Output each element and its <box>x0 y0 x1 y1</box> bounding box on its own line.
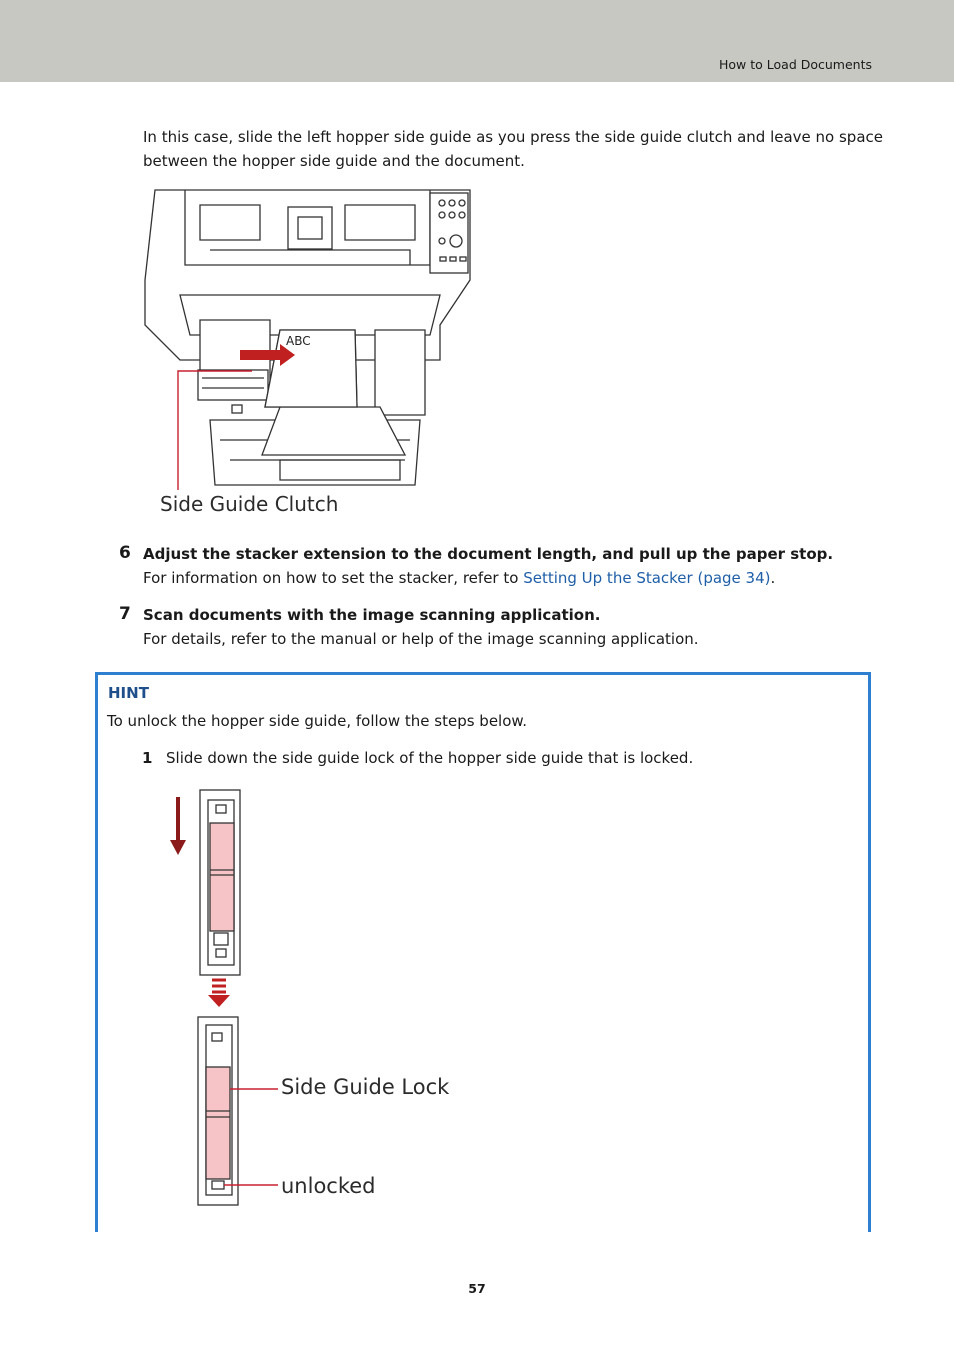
side-guide-clutch-label: Side Guide Clutch <box>160 492 339 516</box>
side-guide-lock-illustration <box>160 785 480 1210</box>
side-guide-lock-label: Side Guide Lock <box>281 1075 450 1099</box>
unlocked-label: unlocked <box>281 1174 376 1198</box>
paper-text: ABC <box>286 334 311 348</box>
scanner-illustration <box>140 185 490 520</box>
step-7-body: For details, refer to the manual or help of the image scanning application. <box>143 630 699 648</box>
breadcrumb: How to Load Documents <box>719 57 872 72</box>
intro-line-1: In this case, slide the left hopper side guide as you press the side guide clutch and leave no space <box>143 128 883 146</box>
step-6-number: 6 <box>119 543 131 563</box>
step-6-body: For information on how to set the stacker, refer to Setting Up the Stacker (page 34). <box>143 569 776 587</box>
hint-text: To unlock the hopper side guide, follow the steps below. <box>107 712 528 730</box>
stacker-setup-link[interactable]: Setting Up the Stacker (page 34) <box>523 569 771 587</box>
down-arrow-icon <box>170 797 186 855</box>
hint-substep-text: Slide down the side guide lock of the hopper side guide that is locked. <box>166 749 694 767</box>
intro-line-2: between the hopper side guide and the document. <box>143 152 525 170</box>
step-7-title: Scan documents with the image scanning application. <box>143 606 601 624</box>
step-6-title: Adjust the stacker extension to the document length, and pull up the paper stop. <box>143 545 834 563</box>
hint-substep-number: 1 <box>142 749 153 767</box>
transition-arrow-icon <box>212 980 226 992</box>
step-7-number: 7 <box>119 604 131 624</box>
hint-title: HINT <box>108 684 149 702</box>
page-number: 57 <box>468 1281 486 1296</box>
